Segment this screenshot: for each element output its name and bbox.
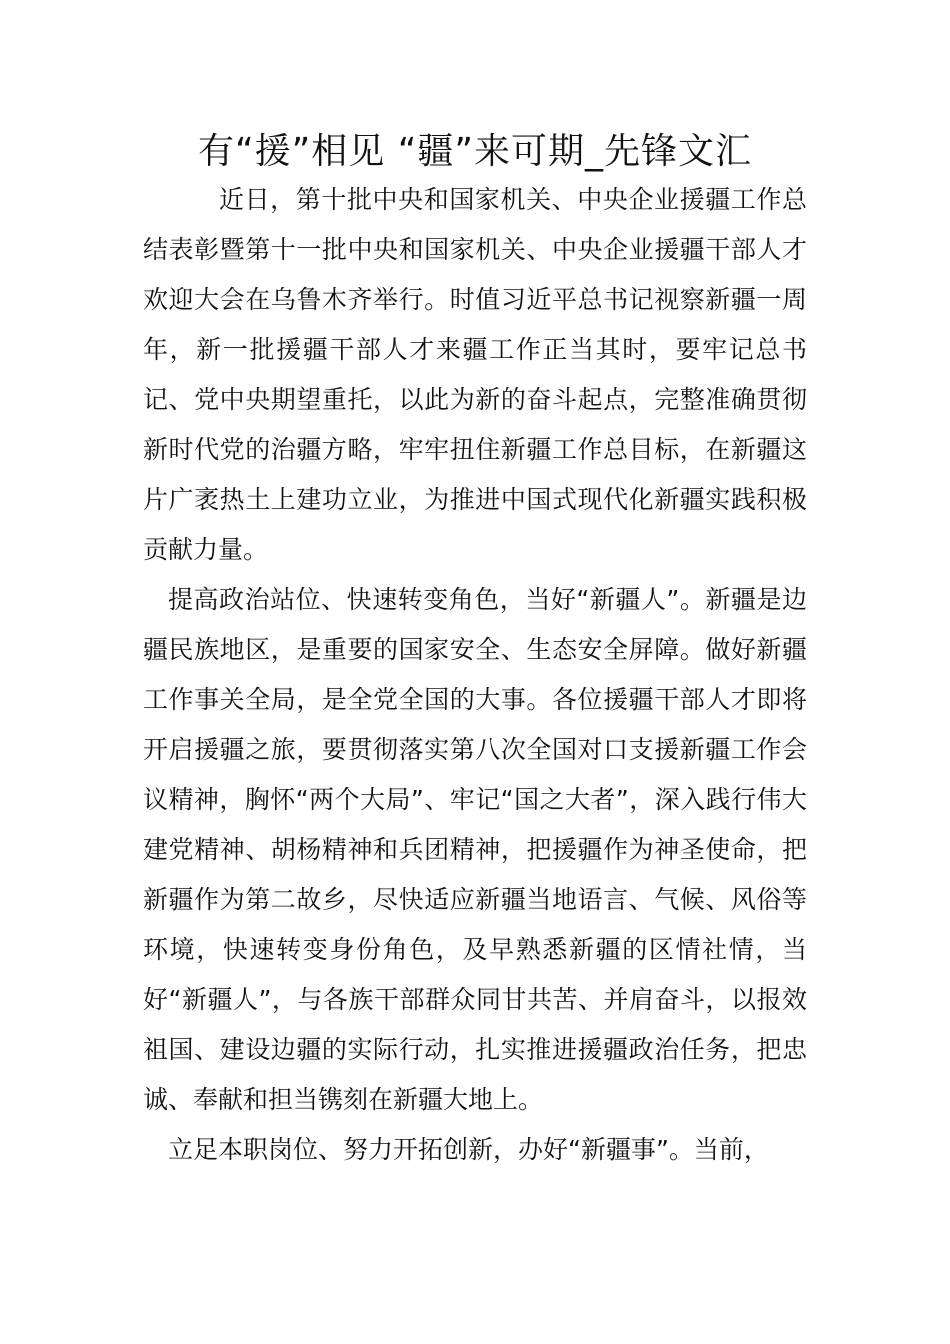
- document-title: 有“援”相见 “疆”来可期_先锋文汇: [197, 131, 753, 172]
- paragraph-1: 近日，第十批中央和国家机关、中央企业援疆工作总结表彰暨第十一批中央和国家机关、中央企业援疆干部人才欢迎大会在乌鲁木齐举行。时值习近平总书记视察新疆一周年，新一批援疆干部人才来疆工作正当其时，要牢记总书记、党中央期望重托，以此为新的奋斗起点，完整准确贯彻新时代党的治疆方略，牢牢扭住新疆工作总目标，在新疆这片广袤热土上建功立业，为推进中国式现代化新疆实践积极贡献力量。: [143, 185, 807, 564]
- paragraph-3: 立足本职岗位、努力开拓创新，办好“新疆事”。当前，: [168, 1135, 769, 1164]
- document-body: [143, 175, 807, 1175]
- paragraph-2: 提高政治站位、快速转变角色，当好“新疆人”。新疆是边疆民族地区，是重要的国家安全、生态安全屏障。做好新疆工作事关全局，是全党全国的大事。各位援疆干部人才即将开启援疆之旅，要贯彻落实第八次全国对口支援新疆工作会议精神，胸怀“两个大局”、牢记“国之大者”，深入践行伟大建党精神、胡杨精神和兵团精神，把援疆作为神圣使命，把新疆作为第二故乡，尽快适应新疆当地语言、气候、风俗等环境，快速转变身份角色，及早熟悉新疆的区情社情，当好“新疆人”，与各族干部群众同甘共苦、并肩奋斗，以报效祖国、建设边疆的实际行动，扎实推进援疆政治任务，把忠诚、奉献和担当镌刻在新疆大地上。: [143, 585, 807, 1114]
